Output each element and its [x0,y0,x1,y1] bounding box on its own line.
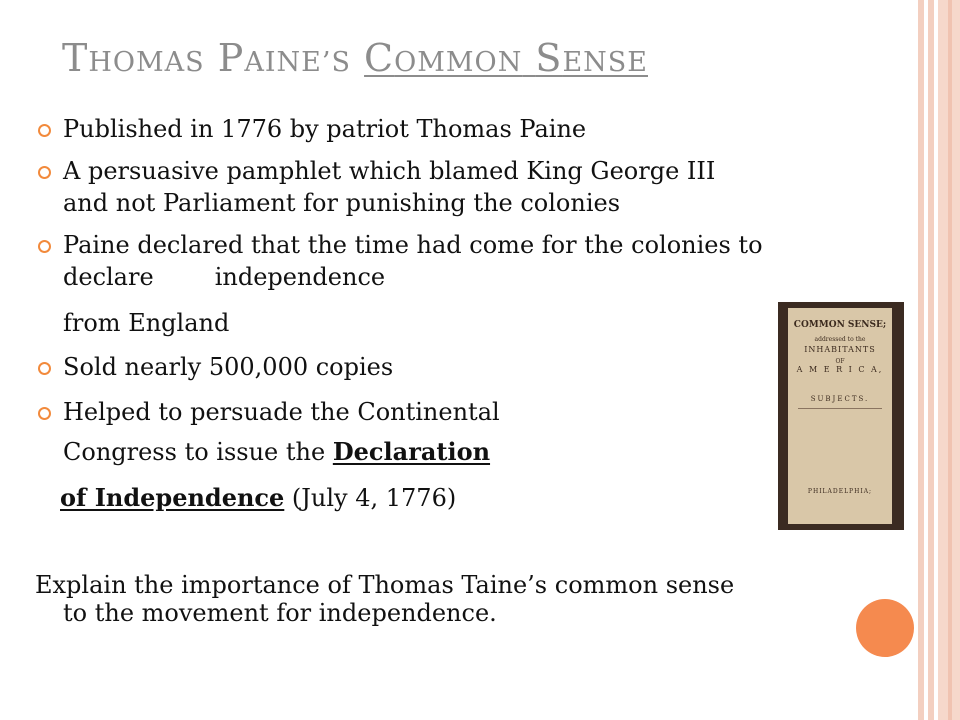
bullet-text [63,437,490,467]
pamphlet-image [778,302,904,530]
bullet-icon [38,166,51,179]
title-text: ENSE [562,47,648,78]
title-text: OMMON [394,47,523,78]
bullet-text [60,483,456,513]
bullet-text-part: (July 4, 1776) [284,484,457,512]
pamphlet-title: COMMON SENSE; [793,320,887,330]
bullet-text: Paine declared that the time had come for the colonies to [63,231,763,259]
bullet-text: and not Parliament for punishing the colonies [63,189,621,217]
bullet-icon [38,240,51,253]
question-text: Explain the importance of Thomas Taine’s common sense [35,571,735,599]
bullet-text: Helped to persuade the Continental [63,398,500,426]
pamphlet-text: A M E R I C A, [796,365,884,374]
bullet-text-part: Congress to issue the [63,438,333,466]
pamphlet-text: OF [835,358,845,365]
bold-term: Declaration [332,437,491,466]
pamphlet-text: PHILADELPHIA; [807,488,873,495]
pamphlet-rule [798,408,882,409]
title-text: ’S [321,47,351,78]
bullet-text: Sold nearly 500,000 copies [63,353,394,381]
title-text: S [535,36,563,80]
bold-term: of Independence [60,483,285,512]
title-text: P [217,36,245,80]
pamphlet-text: addressed to the [814,336,866,343]
bullet-text: from England [63,309,230,337]
question-text: to the movement for independence. [63,599,497,627]
pamphlet-text: INHABITANTS [804,345,876,354]
bullet-text: Published in 1776 by patriot Thomas Paine [63,115,587,143]
title-text: HOMAS [88,47,205,78]
bullet-icon [38,407,51,420]
bullet-text: A persuasive pamphlet which blamed King George III [63,157,716,185]
pamphlet-text: SUBJECTS. [810,395,870,403]
title-text: AINE [244,47,322,78]
bullet-icon [38,362,51,375]
bullet-icon [38,124,51,137]
title-text: C [364,36,395,80]
pamphlet-page [788,308,892,524]
title-text: T [62,36,89,80]
bullet-text: declare independence [63,263,386,291]
